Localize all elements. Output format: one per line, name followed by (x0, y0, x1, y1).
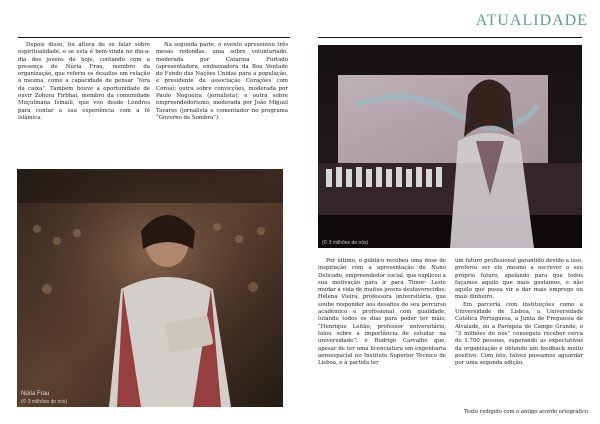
article-column-4 (455, 258, 583, 367)
photo-nuria-frau (17, 169, 283, 407)
right-top-rule (318, 37, 582, 38)
left-top-rule (18, 37, 290, 38)
paragraph: Na segunda parte, o evento apresentou três mesas redondas, uma sobre voluntariado, moderada por Catarina Furtado (apresentadora, embaixadora da Boa Vontade do Fundo das Nações Unidas para a população, e presidente da associação Corações com Coroa); outra sobre convicções, moderada por Paulo Nogueira (jornalista); e outra sobre empreendedorismo, moderada por João Miguel Tavares (jornalista e comentador no programa “Governo de Sombra”). (156, 42, 288, 121)
article-column-2 (156, 42, 288, 122)
photo-credit: (© 3 milhões de nós) (322, 240, 369, 246)
paragraph: Depois disso, foi altura de se falar sobre espiritualidade, e se esta é bem-vinda no dia-a-dia dos jovens de hoje, contando com a presença de Núria Frau, membro da organização, que referiu os desafios em relação à mesma, como a capacidade de pensar “fora da caixa”. Também houve a oportunidade de ouvir Zohora Firbhai, membro da comunidade Muçulmana Ismaili, que vou desde Londres para contar a sua experiência com a fé islâmica. (18, 42, 150, 121)
photo-credit: (© 3 milhões de nós) (21, 399, 68, 405)
photo-illustration (17, 169, 283, 407)
article-column-1 (18, 42, 150, 122)
photo-stage (318, 45, 582, 248)
footnote: Texto redigido com o antigo acordo ortográfico (463, 409, 588, 415)
paragraph: Em parceria com instituições como a Universidade de Lisboa, a Universidade Católica Portuguesa, a Junta de Freguesia de Alvalade, ou a Paróquia do Campo Grande, o “3 milhões de nós” conseguiu receber cerca de 1.700 pessoas, superando as expectativas da organização e obtendo um feedback muito positivo. Com isto, talvez possamos aguardar por uma segunda edição. (455, 301, 583, 367)
paragraph: Por último, o público recebeu uma dose de inspiração com a apresentação de Nuno Delicado, empreendedor social, que explicou a sua motivação para ir para Timor- Leste mudar a vida de muitos jovens desfavorecidos; Helena Vieira, professora universitária, que soube responder aos desafios do seu percurso académico e profissional com qualidade, lutando todos os dias para poder ter mais; “Henrique Leitão, professor universitário, falou sobre a importância de estudar na universidade”; e Rodrigo Carvalho que, apesar de ter uma licenciatura em engenharia aeroespacial no Instituto Superior Técnico de Lisboa, e à partida ter (318, 258, 446, 367)
section-title: ATUALIDADE (475, 12, 588, 29)
article-column-3 (318, 258, 446, 367)
photo-name-caption: Núria Frau (21, 391, 50, 397)
paragraph: um futuro profissional garantido devido a isso, preferiu ser ele mesmo a escrever o seu próprio futuro, apelando para que todos façamos aquilo que mais gostamos, e não aquilo que possa vir a dar mais emprego ou mais dinheiro. (455, 258, 583, 301)
photo-illustration (318, 45, 582, 248)
